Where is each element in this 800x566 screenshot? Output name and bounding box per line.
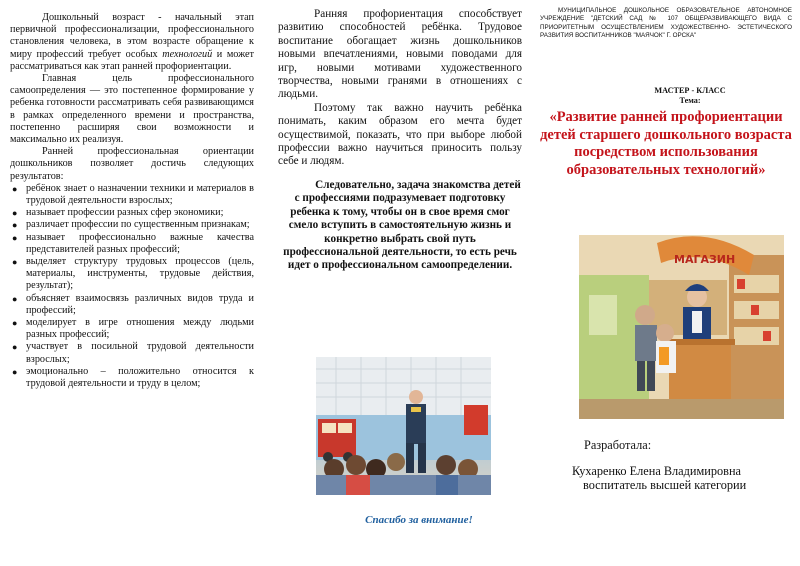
master-class-label: МАСТЕР - КЛАСС bbox=[654, 86, 726, 95]
list-item: ● выделяет структуру трудовых процессов (цель, материалы, инструменты, трудовые действия, результат); bbox=[12, 256, 254, 292]
intro-text-end: и может рассматриваться как этап ранней профориентации. bbox=[10, 48, 254, 72]
thanks-text: Спасибо за внимание! bbox=[365, 514, 473, 526]
bullet-icon: ● bbox=[12, 208, 18, 219]
left-column bbox=[10, 12, 254, 390]
list-item: ● называет профессии разных сфер экономики; bbox=[12, 207, 224, 219]
firefighter-photo-illustration bbox=[316, 357, 491, 495]
shop-photo-illustration bbox=[579, 235, 784, 419]
list-item: ● называет профессионально важные качества представителей разных профессий; bbox=[12, 231, 254, 255]
bullet-icon: ● bbox=[12, 220, 18, 231]
intro-paragraph bbox=[10, 12, 254, 73]
bullet-icon: ● bbox=[12, 342, 18, 353]
list-item: ● моделирует в игре отношения между людьми разных профессий; bbox=[12, 317, 254, 341]
results-list bbox=[10, 183, 254, 390]
results-intro: Ранней профессиональная ориентации дошкольников позволяет достичь следующих результатов: bbox=[10, 146, 254, 182]
list-item: ● эмоционально – положительно относится к трудовой деятельности и труду в целом; bbox=[12, 365, 254, 390]
bullet-icon: ● bbox=[12, 318, 18, 329]
intro-text: Дошкольный возраст - начальный этап первичной профессионализации, профессионального становления человека, в этом возрасте обращение к миру профессий требует особых bbox=[10, 12, 254, 60]
shop-roleplay-photo bbox=[579, 235, 784, 419]
bullet-icon: ● bbox=[12, 257, 18, 268]
shop-sign-text: МАГАЗИН bbox=[674, 253, 736, 266]
firefighter-visit-photo bbox=[316, 357, 491, 495]
master-class-heading bbox=[610, 86, 770, 105]
teach-paragraph: Поэтому так важно научить ребёнка понимать, каким образом его мечта будет осуществимой, показать, что при выборе любой профессии важно научиться приносить пользу себе и людям. bbox=[278, 101, 522, 168]
topic-label: Тема: bbox=[679, 95, 701, 105]
list-item: ● участвует в посильной трудовой деятельности взрослых; bbox=[12, 341, 254, 365]
conclusion-paragraph: Следовательно, задача знакомства детей с профессиями подразумевает подготовку ребенка к тому, чтобы он в свое время смог смело вступить в самостоятельную жизнь и конкретно выбрать свой путь профессиональной деятельности, то есть речь идет о профессиональном самоопределении. bbox=[283, 178, 521, 272]
author-name: Кухаренко Елена Владимировна bbox=[572, 464, 741, 478]
list-item: ● объясняет взаимосвязь различных видов труда и профессий; bbox=[12, 292, 254, 316]
list-item: ● различает профессии по существенным признакам; bbox=[12, 219, 250, 231]
bullet-icon: ● bbox=[12, 232, 18, 243]
author-block bbox=[572, 438, 747, 492]
middle-column bbox=[278, 8, 522, 526]
author-role: воспитатель высшей категории bbox=[583, 478, 747, 492]
bullet-icon: ● bbox=[12, 366, 18, 377]
intro-emphasis: технологий bbox=[162, 48, 213, 60]
list-item: ● ребёнок знает о назначении техники и материалов в трудовой деятельности взрослых; bbox=[12, 182, 254, 207]
organization-name: МУНИЦИПАЛЬНОЕ ДОШКОЛЬНОЕ ОБРАЗОВАТЕЛЬНОЕ АВТОНОМНОЕ УЧРЕЖДЕНИЕ "ДЕТСКИЙ САД № 107 ОБЩЕРАЗВИВАЮЩЕГО ВИДА С ПРИОРИТЕТНЫМ ОСУЩЕСТВЛЕНИЕМ ХУДОЖЕСТВЕННО- ЭСТЕТИЧЕСКОГО РАЗВИТИЯ ВОСПИТАННИКОВ "МАЯЧОК" Г. ОРСКА" bbox=[540, 7, 792, 40]
topic-title: «Развитие ранней профориентации детей старшего дошкольного возраста посредством использования образовательных технологий» bbox=[540, 109, 792, 178]
bullet-icon: ● bbox=[12, 183, 18, 194]
goal-paragraph: Главная цель профессионального самоопределения — это постепенное формирование у ребенка готовности рассматривать себя развивающимся в рамках определенного времени и пространства, постепенно расширяя свои возможности и максимально их реализуя. bbox=[10, 73, 254, 146]
author-label: Разработала: bbox=[584, 438, 652, 452]
profor-paragraph: Ранняя профориентация способствует развитию способностей ребёнка. Трудовое воспитание обогащает жизнь дошкольников новыми впечатлениями, новыми поводами для игр, новыми мотивами художественного творчества, новыми гранями в отношениях с людьми. bbox=[278, 8, 522, 101]
bullet-icon: ● bbox=[12, 293, 18, 304]
